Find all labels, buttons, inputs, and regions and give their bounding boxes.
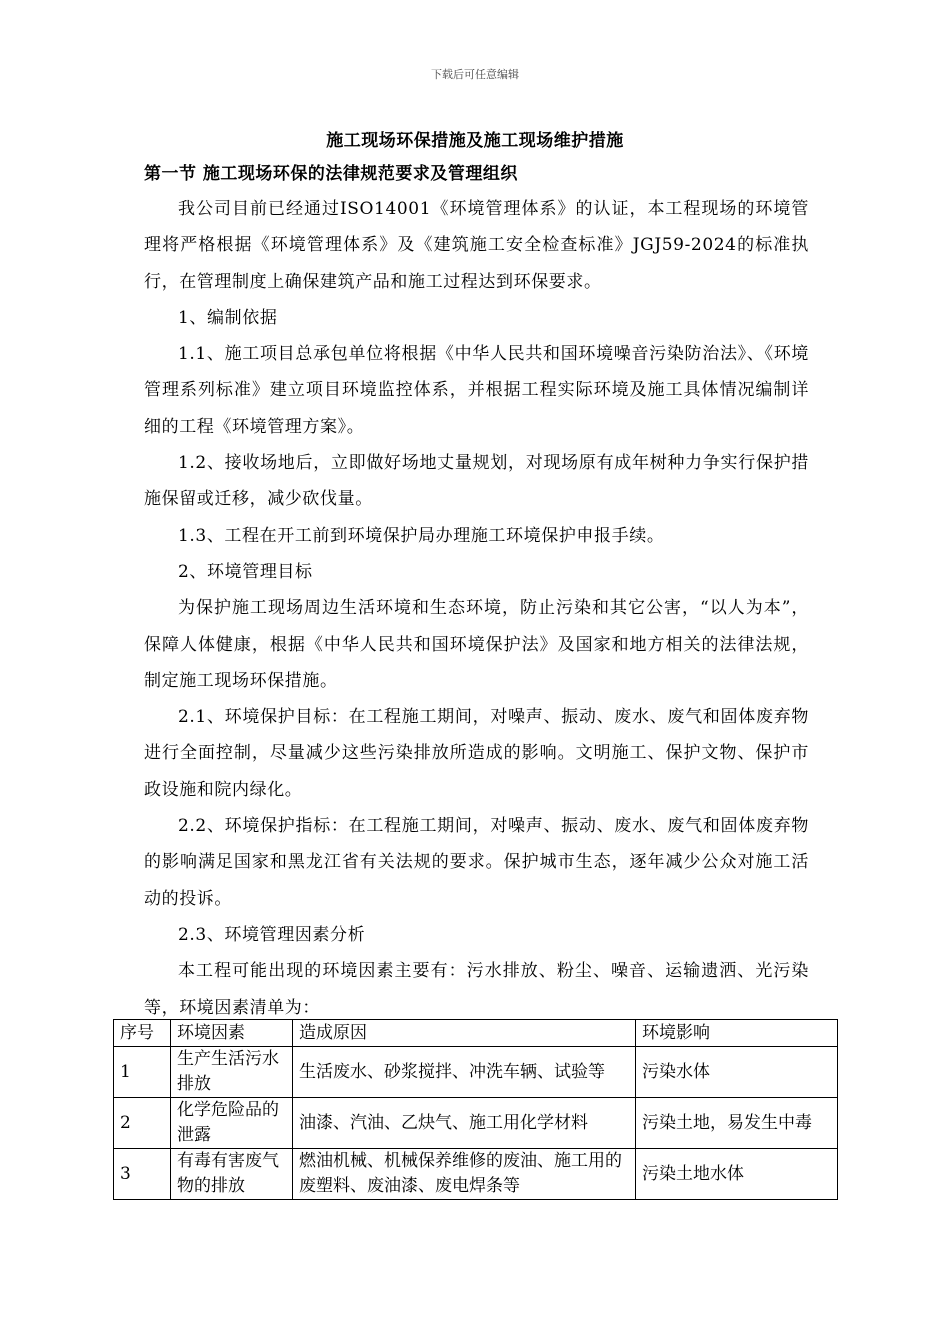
paragraph: 1.3、工程在开工前到环境保护局办理施工环境保护申报手续。 (178, 525, 665, 546)
section-heading: 第一节 施工现场环保的法律规范要求及管理组织 (144, 164, 518, 184)
table-cell: 油漆、汽油、乙炔气、施工用化学材料 (293, 1098, 636, 1149)
table-row (114, 1098, 838, 1149)
table-header-row (114, 1020, 838, 1047)
table-cell: 3 (114, 1149, 171, 1200)
table-row (114, 1149, 838, 1200)
paragraph: 2.2、环境保护指标：在工程施工期间，对噪声、振动、废水、废气和固体废弃物的影响满足国家和黑龙江省有关法规的要求。保护城市生态，逐年减少公众对施工活动的投诉。 (144, 816, 809, 909)
table-cell: 污染土地水体 (636, 1149, 838, 1200)
paragraph: 1.2、接收场地后，立即做好场地丈量规划，对现场原有成年树种力争实行保护措施保留或迁移，减少砍伐量。 (144, 453, 809, 510)
table-header-cell: 环境因素 (171, 1020, 293, 1047)
paragraph: 1.1、施工项目总承包单位将根据《中华人民共和国环境噪音污染防治法》、《环境管理系列标准》建立项目环境监控体系，并根据工程实际环境及施工具体情况编制详细的工程《环境管理方案》。 (144, 344, 809, 437)
paragraph: 2.3、环境管理因素分析 (178, 924, 366, 945)
paragraph: 2.1、环境保护目标：在工程施工期间，对噪声、振动、废水、废气和固体废弃物进行全面控制，尽量减少这些污染排放所造成的影响。文明施工、保护文物、保护市政设施和院内绿化。 (144, 707, 809, 800)
paragraph: 我公司目前已经通过ISO14001《环境管理体系》的认证，本工程现场的环境管理将严格根据《环境管理体系》及《建筑施工安全检查标准》JGJ59-2024的标准执行，在管理制度上确保建筑产品和施工过程达到环保要求。 (144, 199, 809, 292)
environmental-factors-table (113, 1019, 838, 1200)
body-content (144, 191, 809, 1026)
document-title: 施工现场环保措施及施工现场维护措施 (326, 131, 624, 151)
table-cell: 2 (114, 1098, 171, 1149)
table-header-cell: 环境影响 (636, 1020, 838, 1047)
table-cell: 污染水体 (636, 1047, 838, 1098)
paragraph: 1、编制依据 (178, 307, 278, 328)
table-cell: 燃油机械、机械保养维修的废油、施工用的废塑料、废油漆、废电焊条等 (293, 1149, 636, 1200)
paragraph: 为保护施工现场周边生活环境和生态环境，防止污染和其它公害，“以人为本”，保障人体健康，根据《中华人民共和国环境保护法》及国家和地方相关的法律法规，制定施工现场环保措施。 (144, 598, 809, 691)
table-cell: 化学危险品的泄露 (171, 1098, 293, 1149)
table-row (114, 1047, 838, 1098)
table-cell: 生产生活污水排放 (171, 1047, 293, 1098)
table-cell: 生活废水、砂浆搅拌、冲洗车辆、试验等 (293, 1047, 636, 1098)
table-header-cell: 造成原因 (293, 1020, 636, 1047)
table-header-cell: 序号 (114, 1020, 171, 1047)
table-cell: 有毒有害废气物的排放 (171, 1149, 293, 1200)
table-cell: 1 (114, 1047, 171, 1098)
page-header-note: 下载后可任意编辑 (431, 68, 519, 81)
table-cell: 污染土地，易发生中毒 (636, 1098, 838, 1149)
paragraph: 2、环境管理目标 (178, 561, 313, 582)
paragraph: 本工程可能出现的环境因素主要有：污水排放、粉尘、噪音、运输遗洒、光污染等，环境因素清单为： (144, 961, 809, 1018)
